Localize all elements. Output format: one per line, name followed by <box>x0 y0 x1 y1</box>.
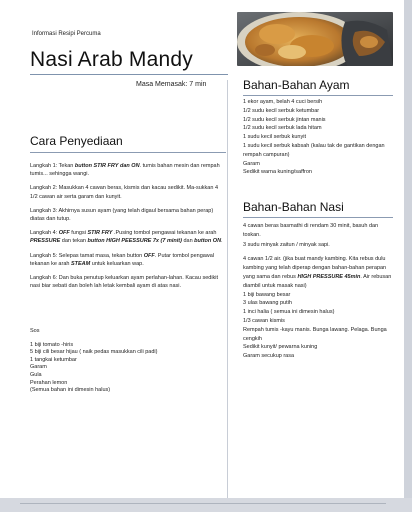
list-item: Gula <box>30 371 42 378</box>
method-step: Langkah 1: Tekan button STIR FRY dan ON. tumis bahan mesin dan rempah tumis... sehingga wangi. <box>30 163 220 178</box>
method-step: Langkah 4: OFF fungsi STIR FRY .Pusing tombol pengawai tekanan ke arah PRESSURE dan tekan button HIGH PEESSURE 7x (7 minit) dan button ON. <box>30 230 223 245</box>
list-item: 1/2 sudu kecil serbuk lada hitam <box>243 125 322 132</box>
list-item: Sedikit warna kuning/saffron <box>243 169 312 176</box>
rice-heading: Bahan-Bahan Nasi <box>243 200 344 214</box>
rice-ingredients <box>243 222 395 361</box>
list-item: 1/2 sudu kecil serbuk ketumbar <box>243 107 320 114</box>
sauce-title: Sos <box>30 328 40 334</box>
list-item: 1/2 sudu kecil serbuk jintan manis <box>243 116 326 123</box>
list-item: Garam <box>243 160 260 167</box>
list-item: Perahan lemon <box>30 379 68 386</box>
list-item: 4 cawan beras basmathi di rendam 30 minit, basuh dan toskan. <box>243 223 379 238</box>
chicken-ingredients <box>243 98 395 177</box>
method-heading-rule <box>30 152 226 153</box>
page-right-border <box>404 0 412 512</box>
method-step: Langkah 3: Akhirnya susun ayam (yang telah digaul bersama bahan perap) diatas dan tutup. <box>30 207 214 223</box>
page-title: Nasi Arab Mandy <box>30 48 193 71</box>
list-item: 3 sudu minyak zaitun / minyak sapi. <box>243 241 330 248</box>
page-bottom-line <box>20 503 386 504</box>
list-item: 1 biji tomato -hiris <box>30 341 74 348</box>
chicken-heading: Bahan-Bahan Ayam <box>243 78 350 92</box>
method-steps <box>30 162 226 296</box>
list-item: Garam <box>30 364 47 371</box>
list-item: 1 sudu kecil serbuk kabsah (kalau tak de gantikan dengan rempah campuran) <box>243 142 385 158</box>
chicken-heading-rule <box>243 95 393 96</box>
list-item: 3 ulas bawang putih <box>243 300 292 307</box>
list-item: 1 inci halia ( semua ini dimesin halus) <box>243 309 335 316</box>
list-item: 1 biji bawang besar <box>243 291 291 298</box>
list-item: Sedikit kunyit/ pewarna kuning <box>243 344 318 351</box>
header-label: Informasi Resipi Percuma <box>32 31 101 37</box>
list-item: 5 biji cili besar hijau ( naik pedas masukkan cili padi) <box>30 349 158 356</box>
list-item: 4 cawan 1/2 air. (jika buat mandy kambing. Kita rebus dulu kambing yang telah diperap dengan bahan-bahan perapan yang sama dan rebus HIGH PRESSURE 45min. Air rebusan diambil untuk masak nasi) <box>243 256 392 289</box>
cook-time: Masa Memasak: 7 min <box>136 81 207 88</box>
title-underline <box>30 74 228 75</box>
method-step: Langkah 5: Selepas tamat masa, tekan button OFF. Putar tombol pengawal tekanan ke arah STEAM untuk keluarkan wap. <box>30 252 215 267</box>
method-step: Langkah 2: Masukkan 4 cawan beras, kismis dan kacau sedikit. Ma-sukkan 4 1/2 cawan air serta garam dan kunyit. <box>30 185 219 200</box>
method-heading: Cara Penyediaan <box>30 134 123 148</box>
list-item: 1 tangkai ketumbar <box>30 356 77 363</box>
list-item: 1 ekor ayam, belah 4 cuci bersih <box>243 99 323 105</box>
list-item: 1 sudu kecil serbuk kunyit <box>243 134 306 141</box>
list-item: 1/3 cawan kismis <box>243 317 285 324</box>
list-item: Garam secukup rasa <box>243 353 295 360</box>
method-step: Langkah 6: Dan buka penutup keluarkan ayam perlahan-lahan. Kacau sedikit nasi biar sebati dan boleh lah letak kembali ayam di atas nasi. <box>30 275 219 290</box>
list-item: Rempah tumis -kayu manis. Bunga lawang. Pelaga. Bunga cengkih <box>243 326 387 342</box>
column-divider <box>227 80 228 498</box>
list-item: (Semua bahan ini dimesin halus) <box>30 387 111 394</box>
rice-heading-rule <box>243 217 393 218</box>
food-photo <box>237 12 393 66</box>
page-bottom-border <box>0 498 412 512</box>
sauce-list <box>30 328 220 395</box>
